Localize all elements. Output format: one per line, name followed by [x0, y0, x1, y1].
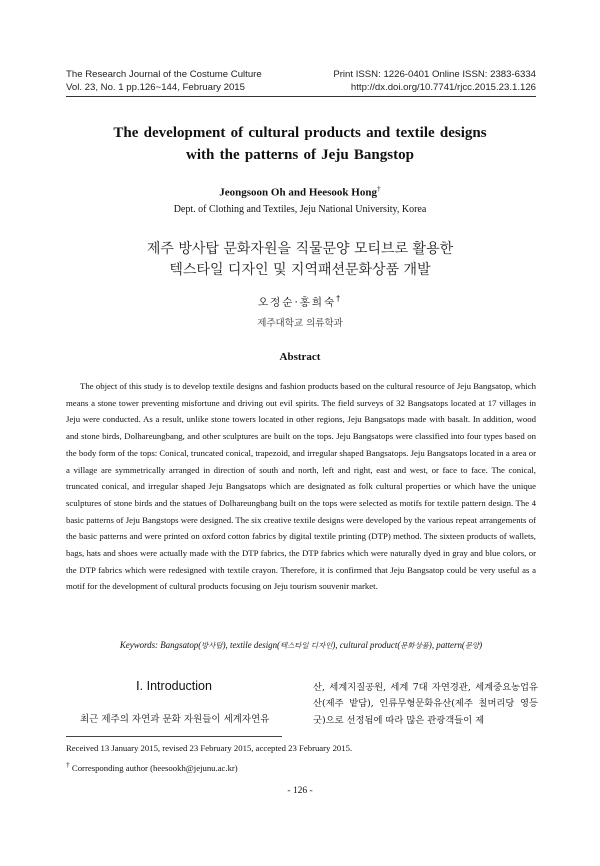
keyword-2-kr: 텍스타일 디자인 — [280, 641, 333, 650]
authors — [40, 184, 560, 199]
footnote-rule — [66, 736, 282, 737]
keywords-end: ) — [479, 640, 483, 650]
page-number: - 126 - — [287, 786, 313, 796]
received-dates: Received 13 January 2015, revised 23 February 2015, accepted 23 February 2015. — [66, 743, 353, 753]
korean-title — [40, 239, 560, 281]
intro-right-column: 산, 세계지질공원, 세계 7대 자연경관, 세계중요농업유산(제주 밭담), 인류무형문화유산(제주 칠머리당 영등굿)으로 선정됨에 따라 많은 관광객들이 제 — [313, 682, 538, 726]
title-line-1: The development of cultural products and textile designs — [113, 125, 487, 141]
korean-corresponding-mark: † — [336, 294, 342, 303]
keyword-1: Bangsatop( — [160, 640, 202, 650]
abstract-body: The object of this study is to develop textile designs and fashion products based on the cultural resource of Jeju Bangsatop, which means a stone tower preventing misfortune and driving out evil spirits. The field surveys of 32 Bangsatops located at 17 villages in Jeju were conducted. As a result, unlike stone towers located in other regions, Jeju Bangsatops made with basalt. In addition, wood and stone birds, Dolhareungbang, and other sculptures are built on the tops. Jeju Bangsatops were classified into four types based on the body form of the tops: Conical, truncated conical, trapezoid, and irregular shaped Bangsatops. Jeju Bangsatops located in a area or a village are symmetrically arranged in direction of south and north, left and right, east and west, or face to face. The conical, truncated conical, and irregular shaped Jeju Bangsatops which are designated as folk cultural properties or which have the unique sculptures of stone birds and the statues of Dolhareungbang built on the tops were selected as motifs for textile pattern design. The 4 basic patterns of Jeju Bangstops were designed. The six creative textile designs were developed by the various repeat arrangements of the basic patterns and were printed on oxford cotton fabrics by digital textile printing (DTP) method. The sixteen products of wallets, bags, hats and shoes were actually made with the DTP fabrics, the DTP fabrics which were naturally dyed in gray and blue colors, or the DTP fabrics which were redesigned with textile crayon. Therefore, it is confirmed that Jeju Bangsatop could be very useful as a motif for the development of cultural products focusing on Jeju tourism souvenir market. — [66, 381, 536, 592]
keyword-3-kr: 문화상품 — [400, 641, 429, 650]
abstract-heading: Abstract — [279, 351, 321, 363]
author-names: Jeongsoon Oh and Heesook Hong — [219, 186, 377, 199]
issn: Print ISSN: 1226-0401 Online ISSN: 2383-6334 — [333, 69, 536, 80]
footnote-mark: † — [66, 760, 70, 769]
keyword-4-kr: 문양 — [464, 641, 480, 650]
keywords — [66, 640, 536, 651]
keywords-label: Keywords: — [119, 640, 159, 650]
korean-title-line-1: 제주 방사탑 문화자원을 직물문양 모티브로 활용한 — [146, 241, 454, 257]
intro-left-column: 최근 제주의 자연과 문화 자원들이 세계자연유 — [80, 714, 270, 725]
journal-header — [66, 69, 536, 94]
corresponding-mark: † — [376, 184, 381, 193]
introduction-heading: Ⅰ. Introduction — [136, 679, 212, 693]
korean-author-names: 오정순·홍희숙 — [258, 296, 337, 309]
title-line-2: with the patterns of Jeju Bangstop — [186, 147, 414, 163]
korean-title-line-2: 텍스타일 디자인 및 지역패션문화상품 개발 — [169, 262, 431, 278]
korean-authors — [40, 294, 560, 310]
header-rule — [66, 96, 536, 97]
keyword-1-kr: 방사탑 — [201, 641, 223, 650]
volume-info: Vol. 23, No. 1 pp.126~144, February 2015 — [66, 81, 245, 93]
keyword-4: ), pattern( — [428, 640, 465, 650]
korean-affiliation: 제주대학교 의류학과 — [257, 318, 343, 329]
keyword-2: ), textile design( — [222, 640, 281, 650]
journal-name: The Research Journal of the Costume Culture — [66, 69, 262, 80]
paper-title — [40, 122, 560, 166]
corresponding-text: Corresponding author (heesookh@jejunu.ac.kr) — [71, 762, 238, 773]
keyword-3: ), cultural product( — [332, 640, 401, 650]
doi-link[interactable]: http://dx.doi.org/10.7741/rjcc.2015.23.1.126 — [350, 81, 536, 93]
affiliation: Dept. of Clothing and Textiles, Jeju National University, Korea — [173, 204, 427, 215]
corresponding-author — [66, 760, 238, 773]
